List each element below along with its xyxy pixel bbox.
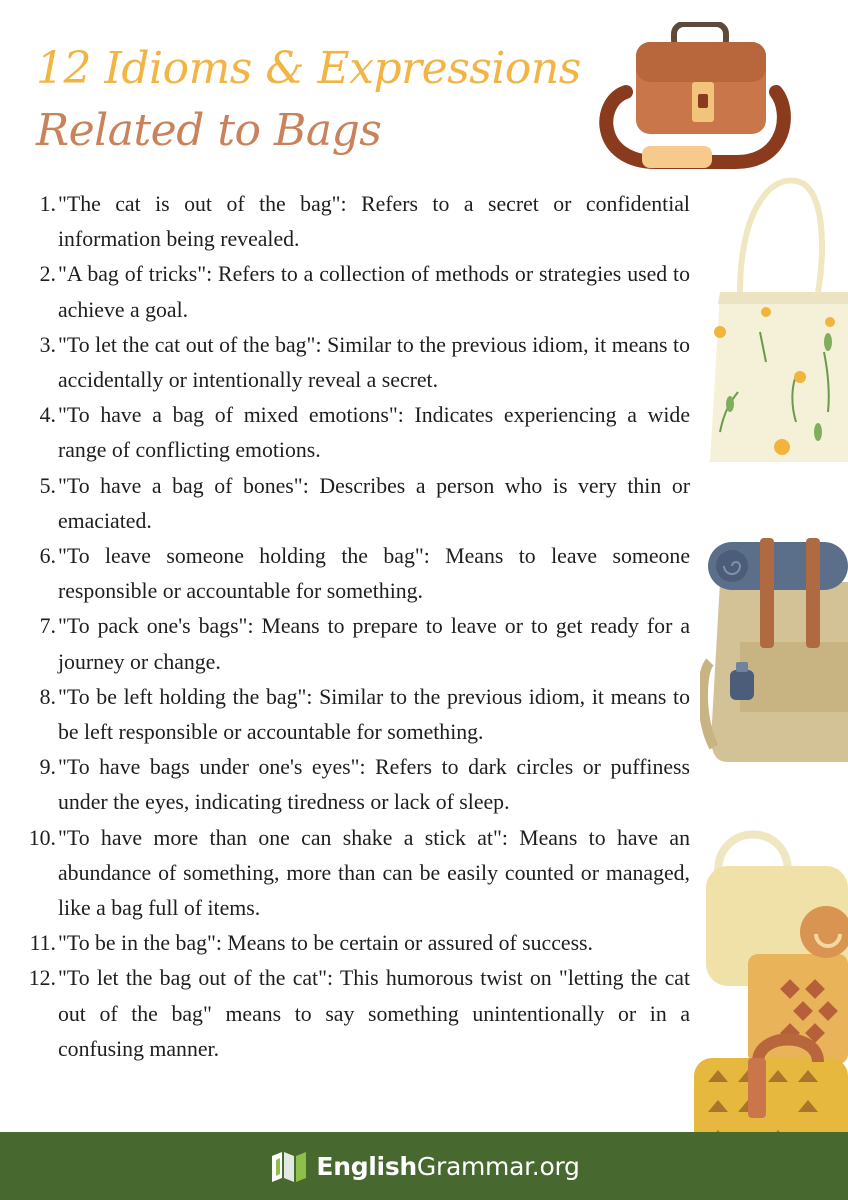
briefcase-bag-icon (596, 22, 792, 172)
item-number: 10. (28, 825, 56, 850)
list-item (20, 539, 690, 609)
item-number: 12. (28, 966, 56, 991)
item-number: 11. (29, 931, 56, 956)
page-title (36, 38, 616, 162)
item-number: 3. (39, 332, 56, 357)
item-text: "To leave someone holding the bag": Means to leave someone responsible or accountable for something. (58, 544, 690, 604)
brand-link[interactable] (268, 1148, 579, 1184)
list-item (20, 257, 690, 327)
list-item (20, 821, 690, 927)
title-line-1: 12 Idioms & Expressions (36, 43, 581, 94)
item-number: 8. (39, 684, 56, 709)
item-text: "To be left holding the bag": Similar to the previous idiom, it means to be left responsible or accountable for something. (58, 684, 690, 745)
backpack-icon (700, 522, 848, 770)
item-text: "To let the cat out of the bag": Similar to the previous idiom, it means to accidentally or intentionally reveal a secret. (58, 332, 690, 393)
list-item (20, 680, 690, 750)
tote-bag-icon (700, 172, 848, 462)
brand-bold: English (316, 1151, 417, 1181)
item-number: 4. (39, 403, 56, 428)
idiom-list (20, 187, 690, 1067)
list-item (20, 469, 690, 539)
list-item (20, 328, 690, 398)
item-text: "To let the bag out of the cat": This humorous twist on "letting the cat out of the bag" means to say something unintentionally or in a confusing manner. (58, 966, 690, 1061)
item-number: 2. (39, 262, 56, 287)
item-text: "To have a bag of mixed emotions": Indicates experiencing a wide range of conflicting emotions. (58, 403, 690, 463)
book-logo-icon (268, 1148, 308, 1184)
item-text: "A bag of tricks": Refers to a collection of methods or strategies used to achieve a goal. (58, 262, 690, 322)
item-number: 1. (39, 192, 56, 216)
item-number: 5. (39, 473, 56, 498)
list-item (20, 398, 690, 468)
footer-bar (0, 1132, 848, 1200)
list-item (20, 750, 690, 820)
item-number: 9. (39, 755, 56, 780)
item-number: 7. (39, 614, 56, 639)
item-text: "To pack one's bags": Means to prepare to leave or to get ready for a journey or change. (58, 614, 690, 674)
item-text: "To be in the bag": Means to be certain or assured of success. (58, 931, 593, 956)
item-number: 6. (39, 544, 56, 569)
brand-rest: Grammar.org (416, 1151, 580, 1181)
list-item (20, 187, 690, 257)
list-item (20, 609, 690, 679)
item-text: "To have bags under one's eyes": Refers to dark circles or puffiness under the eyes, indicating tiredness or lack of sleep. (58, 755, 690, 815)
stacked-bags-icon (688, 822, 848, 1156)
brand-name (316, 1152, 579, 1181)
item-text: "To have a bag of bones": Describes a person who is very thin or emaciated. (58, 473, 690, 533)
list-item (20, 926, 690, 961)
item-text: "The cat is out of the bag": Refers to a secret or confidential information being revealed. (58, 192, 690, 252)
title-line-2: Related to Bags (36, 105, 382, 156)
item-text: "To have more than one can shake a stick at": Means to have an abundance of something, more than can be easily counted or managed, like a bag full of items. (58, 825, 690, 921)
list-item (20, 961, 690, 1067)
